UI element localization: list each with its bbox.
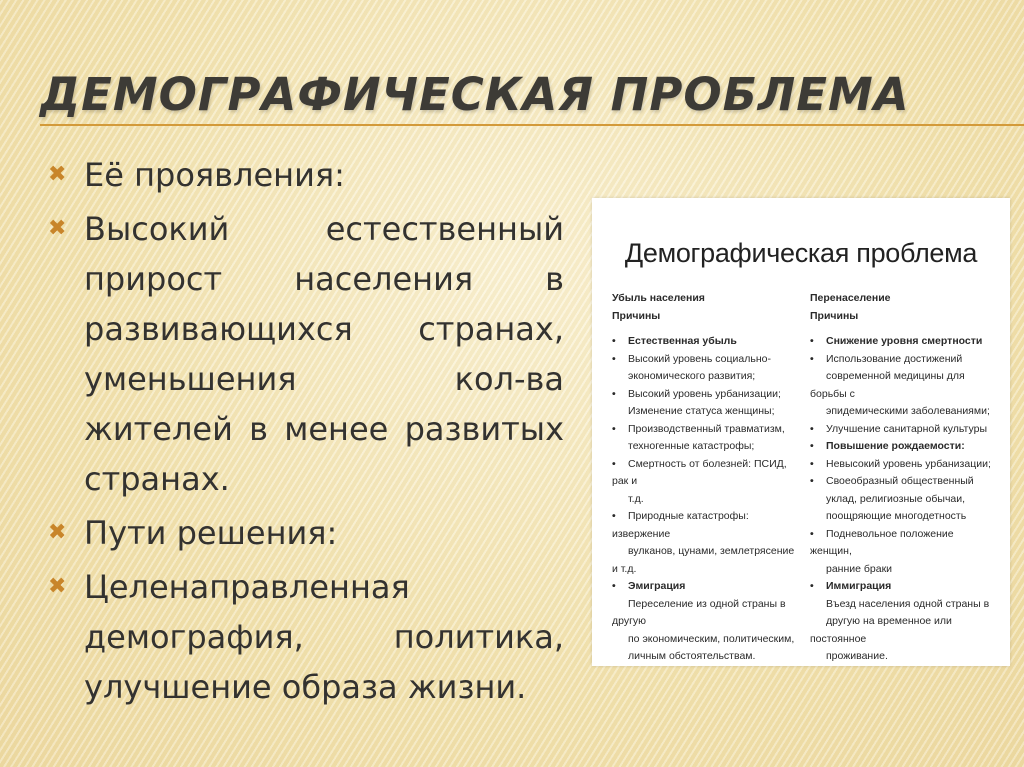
- x-bullet-icon: ✖: [48, 520, 67, 545]
- column-subheader: Причины: [612, 309, 661, 322]
- line-text: Высокий уровень урбанизации;: [628, 387, 781, 400]
- dot-icon: •: [810, 352, 814, 365]
- image-text-line: [612, 648, 802, 666]
- dot-icon: •: [810, 580, 814, 592]
- line-text: поощряющие многодетность: [826, 510, 967, 522]
- line-text: техногенные катастрофы;: [628, 440, 755, 452]
- line-text: экономического развития;: [628, 370, 756, 382]
- bullet-item: [44, 204, 564, 504]
- line-text: Въезд населения одной страны в: [826, 597, 990, 610]
- dot-icon: •: [810, 527, 814, 540]
- dot-icon: •: [810, 335, 814, 347]
- line-text: Естественная убыль: [628, 335, 737, 347]
- image-text-line: [810, 648, 996, 666]
- dot-icon: •: [810, 422, 814, 435]
- image-title: Демографическая проблема: [624, 238, 978, 268]
- line-text: по экономическим, политическим,: [628, 632, 795, 645]
- bullet-text: Целенаправленная демография, политика, улучшение образа жизни.: [84, 568, 564, 706]
- image-text-line: [810, 351, 996, 369]
- image-text-line: [810, 578, 996, 596]
- image-text-line: [810, 368, 996, 403]
- image-text-line: [810, 508, 996, 526]
- x-bullet-icon: ✖: [48, 574, 67, 599]
- line-text: Использование достижений: [826, 352, 963, 365]
- image-text-line: [612, 438, 802, 456]
- x-bullet-icon: ✖: [48, 216, 67, 241]
- image-text-line: [810, 596, 996, 614]
- line-text: Эмиграция: [628, 580, 686, 592]
- image-text-line: [612, 421, 802, 439]
- image-text-line: [810, 456, 996, 474]
- right-lines: [810, 333, 996, 666]
- image-text-line: [612, 508, 802, 543]
- line-text: современной медицины для борьбы с: [810, 370, 965, 400]
- image-text-line: [612, 333, 802, 351]
- dot-icon: •: [612, 580, 616, 592]
- bullet-text: Высокий естественный прирост населения в развивающихся странах, уменьшения кол-ва жителей в менее развитых странах.: [84, 210, 564, 498]
- line-text: Невысокий уровень урбанизации;: [826, 457, 991, 470]
- line-text: личным обстоятельствам.: [628, 650, 756, 662]
- line-text: Улучшение санитарной культуры: [826, 422, 987, 435]
- bullet-list: [44, 150, 564, 716]
- line-text: Иммиграция: [826, 580, 892, 592]
- line-text: Своеобразный общественный: [826, 475, 974, 487]
- dot-icon: •: [612, 510, 616, 522]
- bullet-item: [44, 508, 564, 558]
- image-text-line: [612, 631, 802, 649]
- image-text-line: [810, 491, 996, 509]
- dot-icon: •: [612, 387, 616, 400]
- line-text: Высокий уровень социально-: [628, 352, 771, 365]
- image-text-line: [612, 386, 802, 404]
- image-text-line: [810, 438, 996, 456]
- image-text-line: [612, 456, 802, 491]
- line-text: вулканов, цунами, землетрясение и т.д.: [612, 545, 795, 575]
- line-text: Повышение рождаемости:: [826, 440, 965, 452]
- image-text-line: [612, 596, 802, 631]
- dot-icon: •: [810, 475, 814, 487]
- image-text-line: [810, 333, 996, 351]
- title-divider: [40, 124, 1024, 126]
- line-text: уклад, религиозные обычаи,: [826, 492, 966, 505]
- dot-icon: •: [810, 457, 814, 470]
- image-text-line: [612, 368, 802, 386]
- image-left-column: [612, 290, 802, 666]
- image-right-column: [810, 290, 996, 666]
- dot-icon: •: [612, 352, 616, 365]
- column-header: Убыль населения: [612, 292, 705, 304]
- line-text: проживание.: [826, 650, 888, 662]
- embedded-image: [592, 198, 1010, 666]
- dot-icon: •: [612, 457, 616, 470]
- image-text-line: [810, 403, 996, 421]
- line-text: Изменение статуса женщины;: [628, 405, 775, 417]
- dot-icon: •: [810, 440, 814, 452]
- line-text: Подневольное положение женщин,: [810, 527, 954, 557]
- bullet-text: Её проявления:: [84, 156, 345, 194]
- image-text-line: [612, 403, 802, 421]
- line-text: Производственный травматизм,: [628, 422, 785, 435]
- image-text-line: [612, 351, 802, 369]
- image-text-line: [612, 543, 802, 578]
- line-text: эпидемическими заболеваниями;: [826, 405, 990, 417]
- line-text: Переселение из одной страны в другую: [612, 597, 786, 627]
- image-text-line: [810, 526, 996, 561]
- image-text-line: [810, 421, 996, 439]
- dot-icon: •: [612, 335, 616, 347]
- image-text-line: [810, 613, 996, 648]
- line-text: Смертность от болезней: ПСИД, рак и: [612, 457, 787, 487]
- x-bullet-icon: ✖: [48, 162, 67, 187]
- bullet-item: [44, 150, 564, 200]
- bullet-text: Пути решения:: [84, 514, 338, 552]
- line-text: ранние браки: [826, 562, 893, 575]
- slide-title: ДЕМОГРАФИЧЕСКАЯ ПРОБЛЕМА: [40, 68, 910, 121]
- image-text-line: [612, 578, 802, 596]
- bullet-item: [44, 562, 564, 712]
- line-text: другую на временное или постоянное: [810, 615, 952, 645]
- line-text: т.д.: [628, 492, 644, 505]
- column-subheader: Причины: [810, 309, 859, 322]
- column-header: Перенаселение: [810, 292, 891, 304]
- image-text-line: [612, 491, 802, 509]
- line-text: Природные катастрофы: извержение: [612, 510, 749, 540]
- left-lines: [612, 333, 802, 666]
- line-text: Снижение уровня смертности: [826, 335, 983, 347]
- dot-icon: •: [612, 422, 616, 435]
- image-text-line: [810, 473, 996, 491]
- image-text-line: [810, 561, 996, 579]
